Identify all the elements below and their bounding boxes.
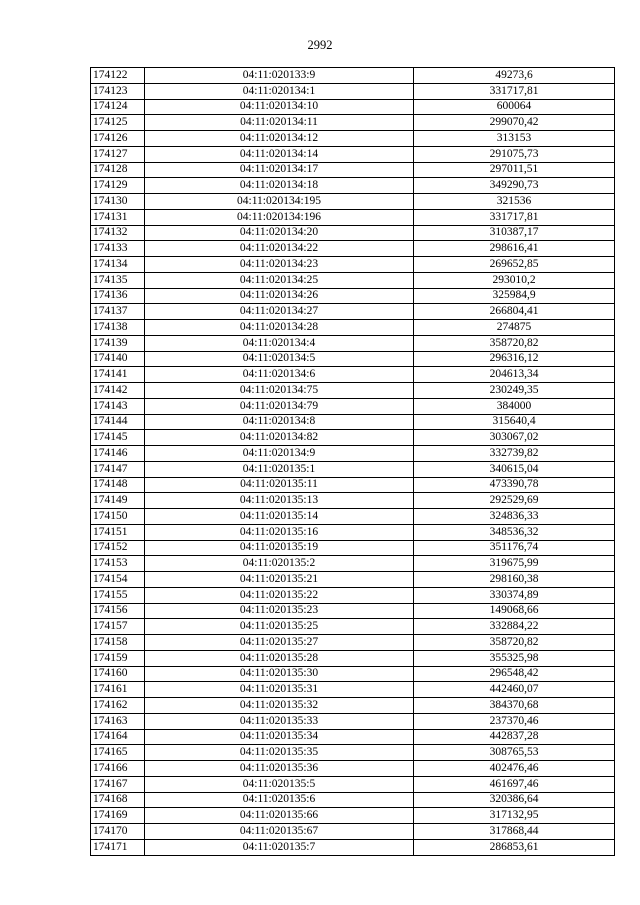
- cadastral-value-cell: 358720,82: [414, 635, 615, 651]
- row-number-cell: 174146: [91, 446, 145, 462]
- row-number-cell: 174122: [91, 68, 145, 84]
- row-number-cell: 174135: [91, 272, 145, 288]
- table-row: [91, 194, 615, 210]
- cadastral-value-cell: 291075,73: [414, 146, 615, 162]
- row-number-cell: 174163: [91, 713, 145, 729]
- table-row: [91, 367, 615, 383]
- table-row: [91, 540, 615, 556]
- cadastral-number-cell: 04:11:020135:35: [145, 745, 414, 761]
- row-number-cell: 174162: [91, 698, 145, 714]
- row-number-cell: 174150: [91, 509, 145, 525]
- table-row: [91, 146, 615, 162]
- table-row: [91, 509, 615, 525]
- cadastral-number-cell: 04:11:020134:9: [145, 446, 414, 462]
- cadastral-value-cell: 296316,12: [414, 351, 615, 367]
- row-number-cell: 174170: [91, 824, 145, 840]
- cadastral-number-cell: 04:11:020134:82: [145, 430, 414, 446]
- table-row: [91, 178, 615, 194]
- cadastral-number-cell: 04:11:020134:195: [145, 194, 414, 210]
- cadastral-value-cell: 473390,78: [414, 477, 615, 493]
- table-row: [91, 83, 615, 99]
- table-row: [91, 682, 615, 698]
- cadastral-value-cell: 332884,22: [414, 619, 615, 635]
- cadastral-number-cell: 04:11:020135:33: [145, 713, 414, 729]
- table-row: [91, 351, 615, 367]
- row-number-cell: 174152: [91, 540, 145, 556]
- page-number: 2992: [307, 38, 333, 52]
- table-body: [91, 68, 615, 856]
- cadastral-value-cell: 442837,28: [414, 729, 615, 745]
- cadastral-value-cell: 358720,82: [414, 335, 615, 351]
- cadastral-number-cell: 04:11:020135:27: [145, 635, 414, 651]
- table-row: [91, 272, 615, 288]
- row-number-cell: 174129: [91, 178, 145, 194]
- row-number-cell: 174157: [91, 619, 145, 635]
- cadastral-value-cell: 325984,9: [414, 288, 615, 304]
- cadastral-number-cell: 04:11:020135:22: [145, 587, 414, 603]
- row-number-cell: 174130: [91, 194, 145, 210]
- cadastral-value-cell: 384000: [414, 398, 615, 414]
- cadastral-value-cell: 330374,89: [414, 587, 615, 603]
- cadastral-value-cell: 303067,02: [414, 430, 615, 446]
- cadastral-value-cell: 332739,82: [414, 446, 615, 462]
- row-number-cell: 174169: [91, 808, 145, 824]
- row-number-cell: 174123: [91, 83, 145, 99]
- cadastral-number-cell: 04:11:020135:67: [145, 824, 414, 840]
- table-row: [91, 745, 615, 761]
- cadastral-value-cell: 315640,4: [414, 414, 615, 430]
- cadastral-value-cell: 298160,38: [414, 572, 615, 588]
- row-number-cell: 174127: [91, 146, 145, 162]
- row-number-cell: 174141: [91, 367, 145, 383]
- cadastral-value-cell: 299070,42: [414, 115, 615, 131]
- row-number-cell: 174142: [91, 383, 145, 399]
- cadastral-number-cell: 04:11:020134:8: [145, 414, 414, 430]
- cadastral-value-cell: 286853,61: [414, 839, 615, 855]
- row-number-cell: 174164: [91, 729, 145, 745]
- cadastral-value-cell: 600064: [414, 99, 615, 115]
- table-row: [91, 68, 615, 84]
- table-row: [91, 556, 615, 572]
- row-number-cell: 174160: [91, 666, 145, 682]
- row-number-cell: 174156: [91, 603, 145, 619]
- row-number-cell: 174165: [91, 745, 145, 761]
- row-number-cell: 174128: [91, 162, 145, 178]
- cadastral-value-cell: 296548,42: [414, 666, 615, 682]
- cadastral-number-cell: 04:11:020134:14: [145, 146, 414, 162]
- row-number-cell: 174148: [91, 477, 145, 493]
- cadastral-number-cell: 04:11:020135:28: [145, 650, 414, 666]
- table-row: [91, 524, 615, 540]
- table-row: [91, 587, 615, 603]
- table-row: [91, 713, 615, 729]
- cadastral-value-cell: 442460,07: [414, 682, 615, 698]
- cadastral-value-cell: 149068,66: [414, 603, 615, 619]
- cadastral-number-cell: 04:11:020135:2: [145, 556, 414, 572]
- cadastral-value-cell: 340615,04: [414, 461, 615, 477]
- cadastral-value-cell: 49273,6: [414, 68, 615, 84]
- cadastral-number-cell: 04:11:020134:26: [145, 288, 414, 304]
- cadastral-value-cell: 317132,95: [414, 808, 615, 824]
- cadastral-value-cell: 320386,64: [414, 792, 615, 808]
- row-number-cell: 174131: [91, 209, 145, 225]
- cadastral-number-cell: 04:11:020134:75: [145, 383, 414, 399]
- cadastral-number-cell: 04:11:020135:1: [145, 461, 414, 477]
- cadastral-number-cell: 04:11:020135:5: [145, 776, 414, 792]
- cadastral-value-cell: 324836,33: [414, 509, 615, 525]
- cadastral-number-cell: 04:11:020135:16: [145, 524, 414, 540]
- cadastral-value-cell: 319675,99: [414, 556, 615, 572]
- table-row: [91, 241, 615, 257]
- table-row: [91, 320, 615, 336]
- cadastral-number-cell: 04:11:020135:66: [145, 808, 414, 824]
- cadastral-value-cell: 274875: [414, 320, 615, 336]
- row-number-cell: 174145: [91, 430, 145, 446]
- cadastral-value-cell: 355325,98: [414, 650, 615, 666]
- table-row: [91, 398, 615, 414]
- table-row: [91, 808, 615, 824]
- cadastral-value-cell: 266804,41: [414, 304, 615, 320]
- table-row: [91, 619, 615, 635]
- row-number-cell: 174138: [91, 320, 145, 336]
- cadastral-value-cell: 292529,69: [414, 493, 615, 509]
- table-row: [91, 414, 615, 430]
- row-number-cell: 174159: [91, 650, 145, 666]
- cadastral-value-cell: 298616,41: [414, 241, 615, 257]
- row-number-cell: 174171: [91, 839, 145, 855]
- cadastral-value-cell: 293010,2: [414, 272, 615, 288]
- table-row: [91, 477, 615, 493]
- cadastral-value-cell: 331717,81: [414, 209, 615, 225]
- cadastral-value-cell: 402476,46: [414, 761, 615, 777]
- cadastral-value-cell: 269652,85: [414, 257, 615, 273]
- table-row: [91, 257, 615, 273]
- cadastral-value-cell: 308765,53: [414, 745, 615, 761]
- table-row: [91, 839, 615, 855]
- cadastral-number-cell: 04:11:020134:17: [145, 162, 414, 178]
- row-number-cell: 174166: [91, 761, 145, 777]
- cadastral-number-cell: 04:11:020134:196: [145, 209, 414, 225]
- cadastral-number-cell: 04:11:020135:19: [145, 540, 414, 556]
- row-number-cell: 174136: [91, 288, 145, 304]
- table-row: [91, 430, 615, 446]
- cadastral-number-cell: 04:11:020134:11: [145, 115, 414, 131]
- row-number-cell: 174153: [91, 556, 145, 572]
- cadastral-number-cell: 04:11:020135:31: [145, 682, 414, 698]
- row-number-cell: 174143: [91, 398, 145, 414]
- row-number-cell: 174137: [91, 304, 145, 320]
- cadastral-value-cell: 331717,81: [414, 83, 615, 99]
- table-row: [91, 131, 615, 147]
- row-number-cell: 174168: [91, 792, 145, 808]
- cadastral-number-cell: 04:11:020135:13: [145, 493, 414, 509]
- cadastral-number-cell: 04:11:020135:21: [145, 572, 414, 588]
- row-number-cell: 174151: [91, 524, 145, 540]
- row-number-cell: 174155: [91, 587, 145, 603]
- cadastral-value-table: [90, 67, 615, 856]
- table-row: [91, 446, 615, 462]
- cadastral-value-cell: 313153: [414, 131, 615, 147]
- table-row: [91, 776, 615, 792]
- cadastral-number-cell: 04:11:020135:32: [145, 698, 414, 714]
- row-number-cell: 174124: [91, 99, 145, 115]
- cadastral-number-cell: 04:11:020135:6: [145, 792, 414, 808]
- table-row: [91, 162, 615, 178]
- cadastral-number-cell: 04:11:020134:23: [145, 257, 414, 273]
- row-number-cell: 174126: [91, 131, 145, 147]
- cadastral-number-cell: 04:11:020135:14: [145, 509, 414, 525]
- table-row: [91, 99, 615, 115]
- cadastral-value-cell: 297011,51: [414, 162, 615, 178]
- cadastral-number-cell: 04:11:020134:28: [145, 320, 414, 336]
- row-number-cell: 174132: [91, 225, 145, 241]
- cadastral-value-cell: 461697,46: [414, 776, 615, 792]
- cadastral-number-cell: 04:11:020134:27: [145, 304, 414, 320]
- table-row: [91, 729, 615, 745]
- cadastral-number-cell: 04:11:020134:20: [145, 225, 414, 241]
- cadastral-number-cell: 04:11:020133:9: [145, 68, 414, 84]
- table-row: [91, 792, 615, 808]
- cadastral-number-cell: 04:11:020135:34: [145, 729, 414, 745]
- table-row: [91, 335, 615, 351]
- table-row: [91, 225, 615, 241]
- cadastral-number-cell: 04:11:020134:12: [145, 131, 414, 147]
- cadastral-value-cell: 237370,46: [414, 713, 615, 729]
- cadastral-number-cell: 04:11:020135:36: [145, 761, 414, 777]
- table-row: [91, 115, 615, 131]
- row-number-cell: 174147: [91, 461, 145, 477]
- cadastral-number-cell: 04:11:020134:79: [145, 398, 414, 414]
- table-row: [91, 461, 615, 477]
- cadastral-number-cell: 04:11:020135:11: [145, 477, 414, 493]
- table-row: [91, 288, 615, 304]
- row-number-cell: 174134: [91, 257, 145, 273]
- cadastral-value-cell: 384370,68: [414, 698, 615, 714]
- cadastral-number-cell: 04:11:020134:22: [145, 241, 414, 257]
- row-number-cell: 174158: [91, 635, 145, 651]
- row-number-cell: 174161: [91, 682, 145, 698]
- row-number-cell: 174154: [91, 572, 145, 588]
- row-number-cell: 174149: [91, 493, 145, 509]
- table-row: [91, 304, 615, 320]
- row-number-cell: 174125: [91, 115, 145, 131]
- cadastral-number-cell: 04:11:020135:30: [145, 666, 414, 682]
- table-row: [91, 209, 615, 225]
- cadastral-number-cell: 04:11:020135:7: [145, 839, 414, 855]
- cadastral-number-cell: 04:11:020134:1: [145, 83, 414, 99]
- table-row: [91, 383, 615, 399]
- row-number-cell: 174133: [91, 241, 145, 257]
- row-number-cell: 174139: [91, 335, 145, 351]
- cadastral-number-cell: 04:11:020134:10: [145, 99, 414, 115]
- cadastral-value-cell: 230249,35: [414, 383, 615, 399]
- table-row: [91, 635, 615, 651]
- cadastral-value-cell: 349290,73: [414, 178, 615, 194]
- row-number-cell: 174140: [91, 351, 145, 367]
- table-row: [91, 698, 615, 714]
- cadastral-number-cell: 04:11:020135:25: [145, 619, 414, 635]
- table-row: [91, 650, 615, 666]
- cadastral-number-cell: 04:11:020134:4: [145, 335, 414, 351]
- row-number-cell: 174167: [91, 776, 145, 792]
- table-row: [91, 603, 615, 619]
- cadastral-number-cell: 04:11:020134:6: [145, 367, 414, 383]
- cadastral-value-cell: 310387,17: [414, 225, 615, 241]
- cadastral-number-cell: 04:11:020134:18: [145, 178, 414, 194]
- table-row: [91, 666, 615, 682]
- cadastral-number-cell: 04:11:020134:5: [145, 351, 414, 367]
- cadastral-number-cell: 04:11:020134:25: [145, 272, 414, 288]
- table-row: [91, 761, 615, 777]
- cadastral-value-cell: 321536: [414, 194, 615, 210]
- cadastral-value-cell: 351176,74: [414, 540, 615, 556]
- cadastral-value-cell: 317868,44: [414, 824, 615, 840]
- cadastral-value-cell: 348536,32: [414, 524, 615, 540]
- row-number-cell: 174144: [91, 414, 145, 430]
- cadastral-number-cell: 04:11:020135:23: [145, 603, 414, 619]
- cadastral-value-cell: 204613,34: [414, 367, 615, 383]
- table-row: [91, 572, 615, 588]
- table-row: [91, 493, 615, 509]
- table-row: [91, 824, 615, 840]
